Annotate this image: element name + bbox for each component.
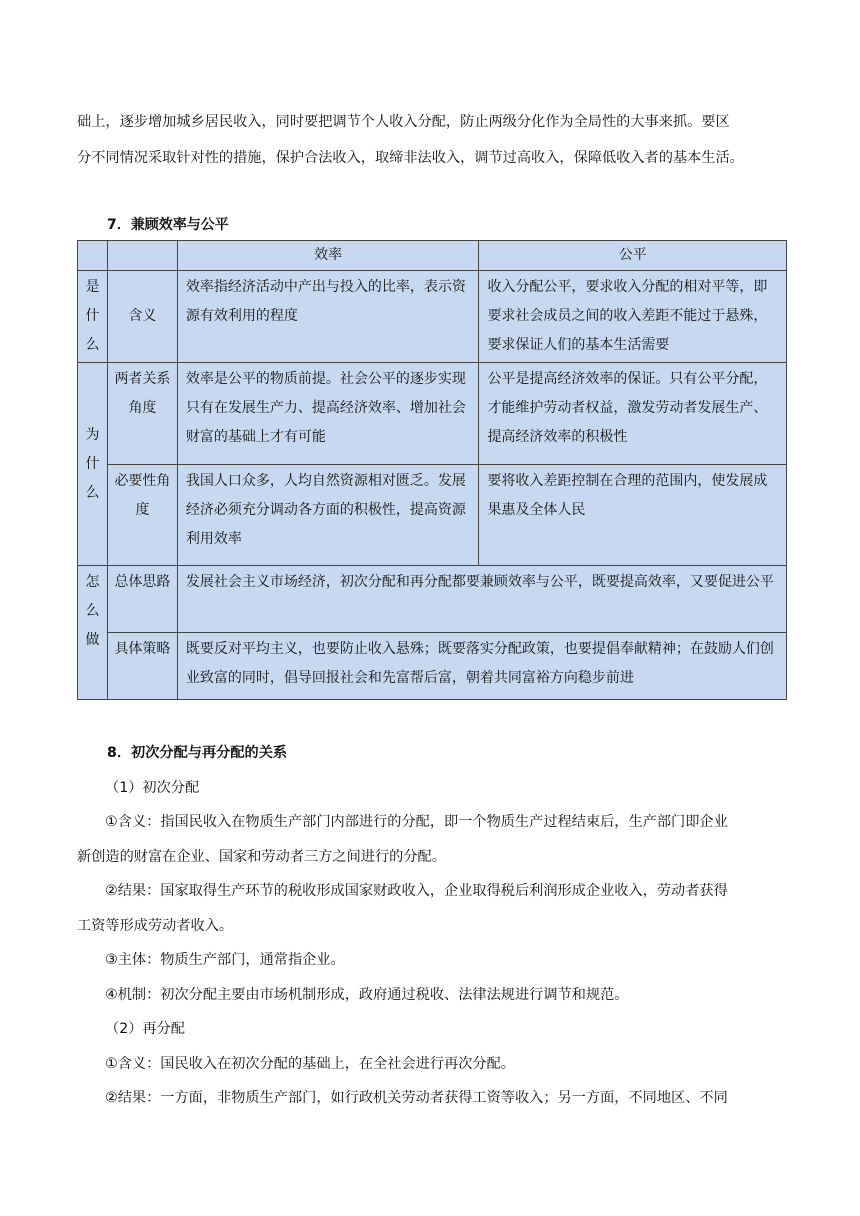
section-8 xyxy=(77,736,787,1116)
header-fairness: 公平 xyxy=(479,241,787,271)
paragraph-line: ①含义：指国民收入在物质生产部门内部进行的分配，即一个物质生产过程结束后，生产部门即企业 xyxy=(105,814,728,830)
row-label-relation: 两者关系角度 xyxy=(107,363,177,465)
paragraph-line: ②结果：一方面，非物质生产部门，如行政机关劳动者获得工资等收入；另一方面，不同地区、不同 xyxy=(105,1090,728,1106)
cell-efficiency-necessity: 我国人口众多，人均自然资源相对匮乏。发展经济必须充分调动各方面的积极性，提高资源利用效率 xyxy=(177,465,479,566)
intro-paragraph xyxy=(77,104,787,176)
header-empty-cell xyxy=(107,241,177,271)
row-label-strategy: 具体策略 xyxy=(107,633,177,700)
table-row-why-1 xyxy=(78,363,787,465)
group-label-what: 是什么 xyxy=(78,271,108,363)
paragraph-line: 工资等形成劳动者收入。 xyxy=(77,917,234,934)
table-row-why-2 xyxy=(78,465,787,566)
subheading-redistribution: （2）再分配 xyxy=(105,1021,185,1037)
cell-overall-approach: 发展社会主义市场经济，初次分配和再分配都要兼顾效率与公平，既要提高效率，又要促进公平 xyxy=(177,566,786,633)
intro-line: 分不同情况采取针对性的措施，保护合法收入，取缔非法收入，调节过高收入，保障低收入者的基本生活。 xyxy=(77,150,744,166)
cell-efficiency-meaning: 效率指经济活动中产出与投入的比率，表示资源有效利用的程度 xyxy=(177,271,479,363)
paragraph-line: ②结果：国家取得生产环节的税收形成国家财政收入，企业取得税后利润形成企业收入，劳动者获得 xyxy=(105,883,728,899)
table-row-how-2 xyxy=(78,633,787,700)
cell-efficiency-relation: 效率是公平的物质前提。社会公平的逐步实现只有在发展生产力、提高经济效率、增加社会财富的基础上才有可能 xyxy=(177,363,479,465)
group-label-how: 怎么做 xyxy=(78,566,108,700)
section-8-title: 8．初次分配与再分配的关系 xyxy=(107,745,288,761)
table-header-row xyxy=(78,241,787,271)
intro-line: 础上，逐步增加城乡居民收入，同时要把调节个人收入分配，防止两级分化作为全局性的大事来抓。要区 xyxy=(77,114,730,130)
paragraph-line: 新创造的财富在企业、国家和劳动者三方之间进行的分配。 xyxy=(77,848,446,865)
cell-specific-strategy: 既要反对平均主义，也要防止收入悬殊；既要落实分配政策，也要提倡奉献精神；在鼓励人们创业致富的同时，倡导回报社会和先富帮后富，朝着共同富裕方向稳步前进 xyxy=(177,633,786,700)
row-label-overall: 总体思路 xyxy=(107,566,177,633)
table-row-how-1 xyxy=(78,566,787,633)
row-label-meaning: 含义 xyxy=(107,271,177,363)
paragraph-line: ①含义：国民收入在初次分配的基础上，在全社会进行再次分配。 xyxy=(105,1055,515,1072)
cell-fairness-necessity: 要将收入差距控制在合理的范围内，使发展成果惠及全体人民 xyxy=(479,465,787,566)
header-efficiency: 效率 xyxy=(177,241,479,271)
paragraph-line: ④机制：初次分配主要由市场机制形成，政府通过税收、法律法规进行调节和规范。 xyxy=(105,986,629,1003)
efficiency-fairness-table xyxy=(77,240,787,700)
cell-fairness-meaning: 收入分配公平，要求收入分配的相对平等，即要求社会成员之间的收入差距不能过于悬殊，要求保证人们的基本生活需要 xyxy=(479,271,787,363)
row-label-necessity: 必要性角度 xyxy=(107,465,177,566)
section-7-title: 7．兼顾效率与公平 xyxy=(107,217,229,233)
paragraph-line: ③主体：物质生产部门，通常指企业。 xyxy=(105,952,345,968)
group-label-why: 为什么 xyxy=(78,363,108,566)
table-row-what xyxy=(78,271,787,363)
subheading-initial-distribution: （1）初次分配 xyxy=(105,779,200,796)
header-empty-cell xyxy=(78,241,108,271)
cell-fairness-relation: 公平是提高经济效率的保证。只有公平分配，才能维护劳动者权益，激发劳动者发展生产、提高经济效率的积极性 xyxy=(479,363,787,465)
